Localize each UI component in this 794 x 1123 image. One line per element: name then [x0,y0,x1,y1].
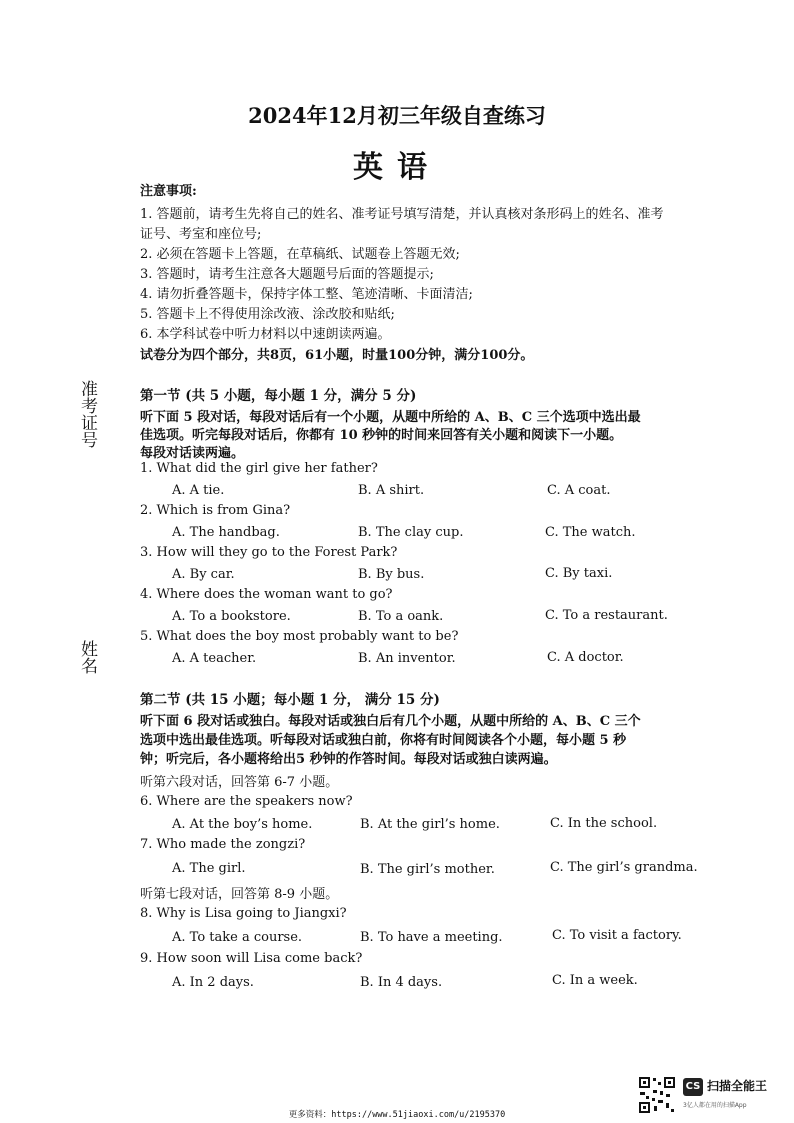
question-text: 3. How will they go to the Forest Park? [140,545,398,560]
notice-line: 试卷分为四个部分，共8页，61小题，时量100分钟，满分100分。 [140,348,534,363]
option-a: A. The handbag. [172,525,280,540]
notice-line: 证号、考室和座位号; [140,227,262,242]
subject-title: 英语 [353,150,441,185]
side-label-name: 姓名 [77,640,97,674]
option-a: A. By car. [172,567,235,582]
question-text: 1. What did the girl give her father? [140,461,378,476]
option-a: A. A teacher. [172,651,257,666]
section1-instruction: 听下面 5 段对话，每段对话后有一个小题，从题中所给的 A、B、C 三个选项中选出最 [140,410,641,425]
notice-line: 4. 请勿折叠答题卡，保持字体工整、笔迹清晰、卡面清洁; [140,287,473,302]
scanner-brand: 扫描全能王 [707,1079,768,1093]
option-c: C. In the school. [550,816,658,831]
option-a: A. In 2 days. [172,975,254,990]
section2-instruction: 听下面 6 段对话或独白。每段对话或独白后有几个小题，从题中所给的 A、B、C 三个 [140,714,641,729]
option-c: C. By taxi. [545,566,613,581]
option-b: B. To a oank. [358,609,444,624]
notice-heading: 注意事项: [140,184,197,199]
section2-instruction: 选项中选出最佳选项。听每段对话或独白前，你将有时间阅读各个小题，每小题 5 秒 [140,733,627,748]
option-b: B. In 4 days. [360,975,443,990]
section1-instruction: 每段对话读两遍。 [140,446,245,461]
option-c: C. To visit a factory. [552,928,682,943]
option-c: C. In a week. [552,973,638,988]
option-b: B. The girl’s mother. [360,862,495,877]
option-b: B. The clay cup. [358,525,464,540]
question-text: 6. Where are the speakers now? [140,794,353,809]
option-c: C. The girl’s grandma. [550,860,698,875]
exam-title: 2024年12月初三年级自查练习 [248,103,546,128]
notice-line: 1. 答题前，请考生先将自己的姓名、准考证号填写清楚，并认真核对条形码上的姓名、准考 [140,207,664,222]
option-b: B. To have a meeting. [360,930,503,945]
section2-instruction: 钟；听完后，各小题将给出5 秒钟的作答时间。每段对话或独白读两遍。 [140,752,557,767]
question-text: 7. Who made the zongzi? [140,837,306,852]
section2-heading: 第二节 (共 15 小题；每小题 1 分， 满分 15 分) [140,692,440,708]
option-c: C. A doctor. [547,650,624,665]
question-text: 2. Which is from Gina? [140,503,291,518]
notice-line: 6. 本学科试卷中听力材料以中速朗读两遍。 [140,327,391,342]
question-text: 5. What does the boy most probably want to be? [140,629,459,644]
option-b: B. A shirt. [358,483,425,498]
group-label: 听第六段对话，回答第 6-7 小题。 [140,775,339,790]
option-a: A. At the boy’s home. [172,817,313,832]
option-c: C. A coat. [547,483,611,498]
option-b: B. An inventor. [358,651,456,666]
option-a: A. To take a course. [172,930,303,945]
section1-instruction: 佳选项。听完每段对话后，你都有 10 秒钟的时间来回答有关小题和阅读下一小题。 [140,428,623,443]
section1-heading: 第一节 (共 5 小题，每小题 1 分，满分 5 分) [140,388,417,404]
option-c: C. The watch. [545,525,636,540]
footer-link[interactable]: 更多资料：https://www.51jiaoxi.com/u/2195370 [288,1110,506,1120]
group-label: 听第七段对话，回答第 8-9 小题。 [140,887,339,902]
scanner-logo-icon: CS [683,1078,703,1096]
option-c: C. To a restaurant. [545,608,668,623]
question-text: 9. How soon will Lisa come back? [140,951,363,966]
option-b: B. By bus. [358,567,425,582]
question-text: 4. Where does the woman want to go? [140,587,393,602]
option-a: A. The girl. [172,861,246,876]
notice-line: 3. 答题时，请考生注意各大题题号后面的答题提示; [140,267,434,282]
notice-line: 5. 答题卡上不得使用涂改液、涂改胶和贴纸; [140,307,395,322]
option-b: B. At the girl’s home. [360,817,500,832]
notice-line: 2. 必须在答题卡上答题，在草稿纸、试题卷上答题无效; [140,247,460,262]
side-label-exam-id: 准考证号 [77,380,97,448]
option-a: A. A tie. [172,483,225,498]
option-a: A. To a bookstore. [172,609,291,624]
scanner-tagline: 3亿人都在用的扫描App [683,1102,747,1109]
question-text: 8. Why is Lisa going to Jiangxi? [140,906,347,921]
